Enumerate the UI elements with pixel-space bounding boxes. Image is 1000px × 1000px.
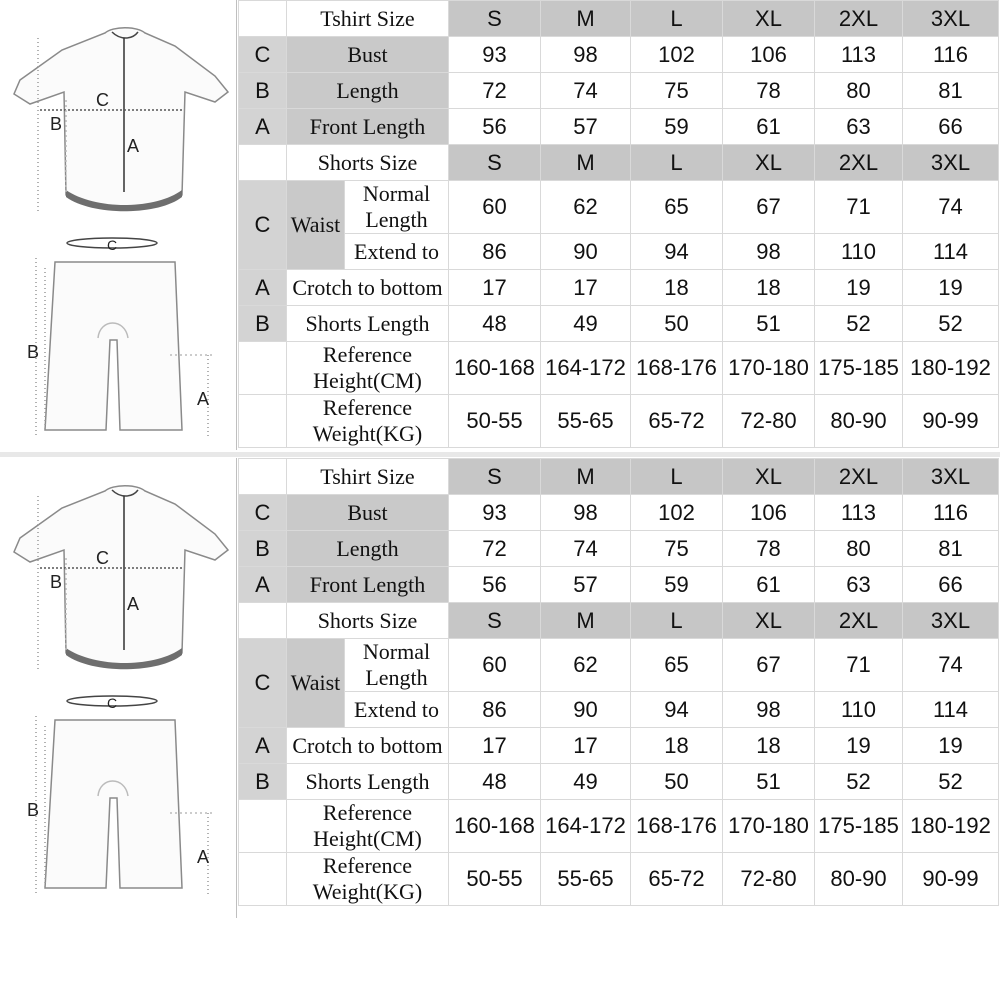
value-cell: 168-176 xyxy=(631,800,723,853)
value-cell: 90-99 xyxy=(903,395,999,448)
table-row xyxy=(239,109,999,145)
value-cell: 50-55 xyxy=(449,853,541,906)
table-row xyxy=(239,234,999,270)
value-cell: 51 xyxy=(723,306,815,342)
value-cell: 72-80 xyxy=(723,395,815,448)
value-cell: 72 xyxy=(449,531,541,567)
value-cell: 116 xyxy=(903,37,999,73)
corner-cell xyxy=(239,395,287,448)
value-cell: 90 xyxy=(541,692,631,728)
table-row xyxy=(239,853,999,906)
value-cell: 71 xyxy=(815,639,903,692)
size-header: 2XL xyxy=(815,459,903,495)
table-row xyxy=(239,306,999,342)
measure-letter: C xyxy=(239,37,287,73)
value-cell: 168-176 xyxy=(631,342,723,395)
value-cell: 17 xyxy=(541,270,631,306)
value-cell: 110 xyxy=(815,234,903,270)
value-cell: 164-172 xyxy=(541,342,631,395)
size-table xyxy=(238,458,999,906)
measure-letter: A xyxy=(239,567,287,603)
measure-letter: A xyxy=(239,728,287,764)
value-cell: 52 xyxy=(903,306,999,342)
value-cell: 19 xyxy=(815,270,903,306)
value-cell: 80-90 xyxy=(815,395,903,448)
measure-letter: B xyxy=(239,306,287,342)
measure-letter: B xyxy=(239,531,287,567)
value-cell: 74 xyxy=(903,639,999,692)
shorts-label-c: C xyxy=(107,237,118,253)
value-cell: 18 xyxy=(631,728,723,764)
shorts-drawing xyxy=(36,696,212,896)
value-cell: 60 xyxy=(449,181,541,234)
tshirt-size-title: Tshirt Size xyxy=(287,459,449,495)
table-row xyxy=(239,692,999,728)
size-header: M xyxy=(541,1,631,37)
reference-label: Reference Weight(KG) xyxy=(287,853,449,906)
corner-cell xyxy=(239,145,287,181)
value-cell: 17 xyxy=(449,270,541,306)
shirt-label-a: A xyxy=(127,594,140,614)
value-cell: 94 xyxy=(631,234,723,270)
value-cell: 81 xyxy=(903,73,999,109)
size-header: S xyxy=(449,145,541,181)
value-cell: 48 xyxy=(449,306,541,342)
tshirt-header-row xyxy=(239,1,999,37)
table-row xyxy=(239,495,999,531)
size-chart-panel-top xyxy=(0,0,1000,450)
corner-cell xyxy=(239,459,287,495)
measure-letter: C xyxy=(239,495,287,531)
table-row xyxy=(239,531,999,567)
garment-illustration xyxy=(0,458,237,918)
shorts-size-title: Shorts Size xyxy=(287,603,449,639)
shorts-size-title: Shorts Size xyxy=(287,145,449,181)
table-row xyxy=(239,567,999,603)
value-cell: 66 xyxy=(903,109,999,145)
value-cell: 114 xyxy=(903,234,999,270)
table-row xyxy=(239,800,999,853)
corner-cell xyxy=(239,853,287,906)
shirt-label-b: B xyxy=(50,114,63,134)
value-cell: 67 xyxy=(723,181,815,234)
value-cell: 57 xyxy=(541,567,631,603)
corner-cell xyxy=(239,603,287,639)
measure-label: Front Length xyxy=(287,567,449,603)
measure-label: Front Length xyxy=(287,109,449,145)
garment-diagram xyxy=(0,0,236,450)
value-cell: 102 xyxy=(631,37,723,73)
size-chart-panel-bottom xyxy=(0,458,1000,918)
measure-letter: A xyxy=(239,109,287,145)
value-cell: 113 xyxy=(815,37,903,73)
value-cell: 17 xyxy=(541,728,631,764)
measure-label: Length xyxy=(287,73,449,109)
shirt-label-c: C xyxy=(96,90,109,110)
value-cell: 61 xyxy=(723,109,815,145)
size-header: L xyxy=(631,1,723,37)
table-row xyxy=(239,764,999,800)
shorts-drawing xyxy=(36,238,212,438)
value-cell: 102 xyxy=(631,495,723,531)
value-cell: 94 xyxy=(631,692,723,728)
value-cell: 86 xyxy=(449,234,541,270)
measure-label: Shorts Length xyxy=(287,764,449,800)
value-cell: 63 xyxy=(815,567,903,603)
reference-label: Reference Height(CM) xyxy=(287,800,449,853)
size-header: L xyxy=(631,459,723,495)
value-cell: 74 xyxy=(903,181,999,234)
waist-label: Waist xyxy=(287,639,345,728)
size-header: XL xyxy=(723,459,815,495)
value-cell: 106 xyxy=(723,37,815,73)
value-cell: 170-180 xyxy=(723,342,815,395)
value-cell: 90-99 xyxy=(903,853,999,906)
shirt-label-c: C xyxy=(96,548,109,568)
value-cell: 72-80 xyxy=(723,853,815,906)
measure-label: Length xyxy=(287,531,449,567)
size-header: S xyxy=(449,459,541,495)
shorts-label-c: C xyxy=(107,695,118,711)
value-cell: 65-72 xyxy=(631,853,723,906)
size-header: 2XL xyxy=(815,145,903,181)
measure-label: Crotch to bottom xyxy=(287,270,449,306)
size-header: M xyxy=(541,603,631,639)
jersey-drawing xyxy=(14,28,228,212)
table-row xyxy=(239,270,999,306)
value-cell: 114 xyxy=(903,692,999,728)
shorts-label-b: B xyxy=(27,342,40,362)
size-header: XL xyxy=(723,1,815,37)
value-cell: 75 xyxy=(631,73,723,109)
value-cell: 93 xyxy=(449,37,541,73)
value-cell: 18 xyxy=(723,728,815,764)
value-cell: 80 xyxy=(815,531,903,567)
measure-label: Bust xyxy=(287,37,449,73)
value-cell: 67 xyxy=(723,639,815,692)
value-cell: 78 xyxy=(723,73,815,109)
measure-letter: B xyxy=(239,764,287,800)
value-cell: 18 xyxy=(723,270,815,306)
value-cell: 57 xyxy=(541,109,631,145)
waist-label: Waist xyxy=(287,181,345,270)
value-cell: 55-65 xyxy=(541,395,631,448)
normal-length-label: Normal Length xyxy=(345,639,449,692)
reference-label: Reference Height(CM) xyxy=(287,342,449,395)
value-cell: 86 xyxy=(449,692,541,728)
table-row xyxy=(239,395,999,448)
value-cell: 78 xyxy=(723,531,815,567)
table-row xyxy=(239,73,999,109)
value-cell: 180-192 xyxy=(903,800,999,853)
size-header: 3XL xyxy=(903,603,999,639)
value-cell: 65 xyxy=(631,181,723,234)
corner-cell xyxy=(239,800,287,853)
shirt-label-b: B xyxy=(50,572,63,592)
value-cell: 180-192 xyxy=(903,342,999,395)
extend-to-label: Extend to xyxy=(345,692,449,728)
value-cell: 113 xyxy=(815,495,903,531)
size-header: L xyxy=(631,603,723,639)
value-cell: 49 xyxy=(541,764,631,800)
value-cell: 74 xyxy=(541,73,631,109)
value-cell: 175-185 xyxy=(815,342,903,395)
tshirt-size-title: Tshirt Size xyxy=(287,1,449,37)
value-cell: 80-90 xyxy=(815,853,903,906)
table-row xyxy=(239,181,999,234)
value-cell: 60 xyxy=(449,639,541,692)
value-cell: 71 xyxy=(815,181,903,234)
value-cell: 50 xyxy=(631,764,723,800)
size-header: S xyxy=(449,603,541,639)
value-cell: 17 xyxy=(449,728,541,764)
table-row xyxy=(239,342,999,395)
size-header: L xyxy=(631,145,723,181)
value-cell: 18 xyxy=(631,270,723,306)
size-header: M xyxy=(541,459,631,495)
value-cell: 59 xyxy=(631,109,723,145)
value-cell: 62 xyxy=(541,639,631,692)
value-cell: 65 xyxy=(631,639,723,692)
value-cell: 50-55 xyxy=(449,395,541,448)
value-cell: 49 xyxy=(541,306,631,342)
shorts-header-row xyxy=(239,603,999,639)
value-cell: 51 xyxy=(723,764,815,800)
size-header: 3XL xyxy=(903,1,999,37)
value-cell: 59 xyxy=(631,567,723,603)
value-cell: 116 xyxy=(903,495,999,531)
value-cell: 175-185 xyxy=(815,800,903,853)
shorts-label-a: A xyxy=(197,847,210,867)
shorts-label-a: A xyxy=(197,389,210,409)
measure-label: Bust xyxy=(287,495,449,531)
value-cell: 98 xyxy=(541,37,631,73)
value-cell: 72 xyxy=(449,73,541,109)
value-cell: 55-65 xyxy=(541,853,631,906)
table-row xyxy=(239,37,999,73)
size-table xyxy=(238,0,999,448)
value-cell: 19 xyxy=(815,728,903,764)
measure-letter: C xyxy=(239,639,287,728)
reference-label: Reference Weight(KG) xyxy=(287,395,449,448)
value-cell: 52 xyxy=(903,764,999,800)
value-cell: 19 xyxy=(903,728,999,764)
measure-letter: C xyxy=(239,181,287,270)
corner-cell xyxy=(239,1,287,37)
value-cell: 61 xyxy=(723,567,815,603)
size-header: 2XL xyxy=(815,1,903,37)
value-cell: 52 xyxy=(815,764,903,800)
shorts-header-row xyxy=(239,145,999,181)
value-cell: 56 xyxy=(449,109,541,145)
value-cell: 160-168 xyxy=(449,800,541,853)
value-cell: 63 xyxy=(815,109,903,145)
value-cell: 98 xyxy=(541,495,631,531)
size-header: 3XL xyxy=(903,145,999,181)
value-cell: 65-72 xyxy=(631,395,723,448)
value-cell: 74 xyxy=(541,531,631,567)
size-header: M xyxy=(541,145,631,181)
value-cell: 75 xyxy=(631,531,723,567)
value-cell: 81 xyxy=(903,531,999,567)
measure-label: Crotch to bottom xyxy=(287,728,449,764)
table-row xyxy=(239,728,999,764)
value-cell: 110 xyxy=(815,692,903,728)
measure-letter: B xyxy=(239,73,287,109)
value-cell: 48 xyxy=(449,764,541,800)
value-cell: 98 xyxy=(723,234,815,270)
tshirt-header-row xyxy=(239,459,999,495)
measure-letter: A xyxy=(239,270,287,306)
measure-label: Shorts Length xyxy=(287,306,449,342)
value-cell: 66 xyxy=(903,567,999,603)
size-header: S xyxy=(449,1,541,37)
size-header: XL xyxy=(723,603,815,639)
value-cell: 50 xyxy=(631,306,723,342)
corner-cell xyxy=(239,342,287,395)
jersey-drawing xyxy=(14,486,228,670)
value-cell: 170-180 xyxy=(723,800,815,853)
value-cell: 52 xyxy=(815,306,903,342)
extend-to-label: Extend to xyxy=(345,234,449,270)
shorts-label-b: B xyxy=(27,800,40,820)
value-cell: 160-168 xyxy=(449,342,541,395)
value-cell: 164-172 xyxy=(541,800,631,853)
size-header: 2XL xyxy=(815,603,903,639)
size-header: XL xyxy=(723,145,815,181)
value-cell: 98 xyxy=(723,692,815,728)
size-header: 3XL xyxy=(903,459,999,495)
value-cell: 19 xyxy=(903,270,999,306)
shirt-label-a: A xyxy=(127,136,140,156)
value-cell: 62 xyxy=(541,181,631,234)
garment-diagram xyxy=(0,458,236,918)
value-cell: 93 xyxy=(449,495,541,531)
garment-illustration xyxy=(0,0,237,450)
table-row xyxy=(239,639,999,692)
normal-length-label: Normal Length xyxy=(345,181,449,234)
value-cell: 106 xyxy=(723,495,815,531)
value-cell: 90 xyxy=(541,234,631,270)
panel-separator xyxy=(0,452,1000,457)
value-cell: 56 xyxy=(449,567,541,603)
value-cell: 80 xyxy=(815,73,903,109)
